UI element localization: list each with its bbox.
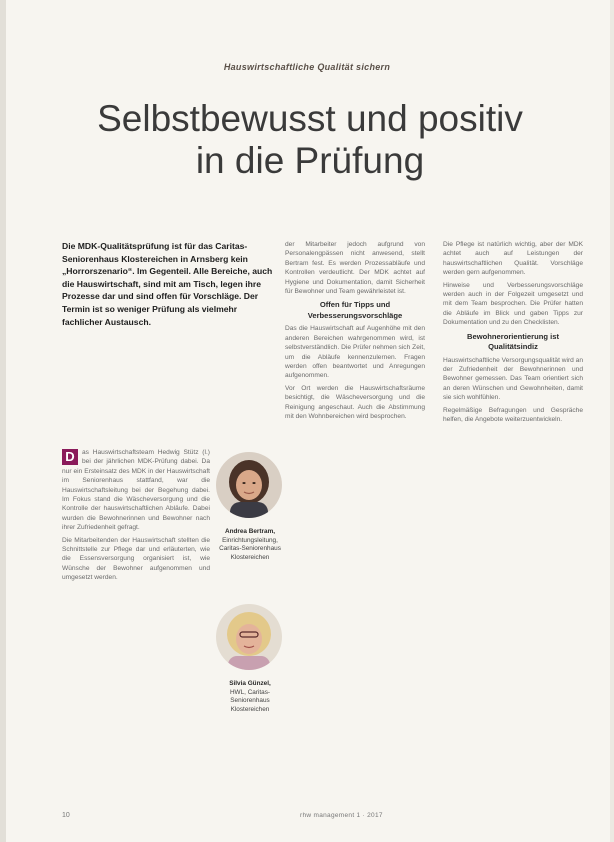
body-paragraph: Hauswirtschaftliche Versorgungsqualität wird an der Zufriedenheit der Bewohnerinnen und Bewohner gemessen. Das Team orientiert sich an deren Wünschen und Gewohnheiten, damit sie sich wohlfühlen.	[443, 356, 583, 402]
body-column-1	[62, 448, 210, 808]
body-paragraph: Die Pflege ist natürlich wichtig, aber der MDK achtet auch auf Leistungen der hauswirtschaftlichen Qualität. Vorschläge werden gern aufgenommen.	[443, 241, 583, 277]
magazine-footer: rhw management 1 · 2017	[300, 812, 383, 819]
portrait-image	[216, 604, 282, 670]
caption-andrea-bertram	[212, 528, 288, 562]
caption-name: Andrea Bertram,	[224, 528, 276, 535]
intro-paragraph: Die MDK-Qualitätsprüfung ist für das Caritas-Seniorenhaus Klostereichen in Arnsberg kein „Horrorszenario“. Im Gegenteil. Alle Bereiche, auch die Hauswirtschaft, sind mit am Tisch, legen ihre Prozesse dar und sind offen für Vorschläge. Der Termin ist so weniger Prüfung als vielmehr fachlicher Austausch.	[62, 241, 273, 327]
section-subheading: Bewohnerorientierung ist Qualitätsindiz	[467, 331, 559, 352]
page-number: 10	[62, 812, 70, 819]
article-kicker: Hauswirtschaftliche Qualität sichern	[223, 62, 391, 72]
body-paragraph: Das die Hauswirtschaft auf Augenhöhe mit den anderen Bereichen wahrgenommen wird, ist selbstverständlich. Die Prüfer nehmen sich Zeit, um die Abläufe kennenzulernen. Fragen werden offen beantwortet und Anregungen aufgenommen.	[285, 325, 425, 380]
body-column-2	[285, 240, 425, 810]
body-paragraph	[62, 448, 210, 533]
body-column-3	[443, 240, 583, 810]
caption-name: Silvia Günzel,	[229, 680, 271, 687]
portrait-andrea-bertram	[216, 452, 282, 518]
section-subheading: Offen für Tipps und Verbesserungsvorschläge	[307, 300, 403, 320]
title-line-1: Selbstbewusst und positiv	[97, 98, 523, 139]
body-paragraph: Regelmäßige Befragungen und Gespräche helfen, die Angebote weiterzuentwickeln.	[443, 406, 583, 424]
article-title	[60, 98, 560, 182]
title-line-2: in die Prüfung	[195, 140, 425, 181]
body-text: as Hauswirtschaftsteam Hedwig Stütz (l.) bei der jährlichen MDK-Prüfung dabei. Da nur ein Ersteinsatz des MDK in der Hauswirtschaft im Seniorenhaus stattfand, war die Hauswirtschaftsleitung bei der Begehung dabei. Im Fokus stand die Wäscheversorgung und die Kontrolle der hauswirtschaftlichen Abläufe. Dabei wurden die Bewohnerinnen und Bewohner nach ihrer Zufriedenheit gefragt.	[62, 449, 210, 532]
body-paragraph: Hinweise und Verbesserungsvorschläge werden auch in der Folgezeit umgesetzt und mit dem Team besprochen. Die Prüfer hatten die Abläufe im Blick und gaben Tipps zur Dokumentation und zu den Checklisten.	[443, 281, 583, 327]
portrait-silvia-guenzel	[216, 604, 282, 670]
body-paragraph: Die Mitarbeitenden der Hauswirtschaft stellten die Schnittstelle zur Pflege dar und erläuterten, wie die Essensversorgung organisiert ist, wie Wünsche der Bewohner aufgenommen und umgesetzt werden.	[62, 536, 210, 582]
portrait-image	[216, 452, 282, 518]
caption-role: Einrichtungsleitung, Caritas-Seniorenhaus Klostereichen	[219, 536, 281, 561]
body-paragraph: Vor Ort werden die Hauswirtschaftsräume besichtigt, die Wäscheversorgung und die Reinigung angeschaut. Auch die Abstimmung mit den Wohnbereichen wird besprochen.	[285, 384, 425, 421]
page-edge-right	[610, 0, 614, 842]
body-paragraph: der Mitarbeiter jedoch aufgrund von Personalengpässen nicht anwesend, stellt Bertram fest. Es werden Prozessabläufe und Kontrollen verdeutlicht. Der MDK achtet auf Hygiene und Dokumentation, damit Sicherheit für Bewohner und Team gewährleistet ist.	[285, 241, 425, 296]
page-edge-left	[0, 0, 6, 842]
drop-cap: D	[62, 449, 78, 465]
caption-role: HWL, Caritas-Seniorenhaus Klostereichen	[229, 688, 271, 713]
caption-silvia-guenzel	[212, 680, 288, 714]
